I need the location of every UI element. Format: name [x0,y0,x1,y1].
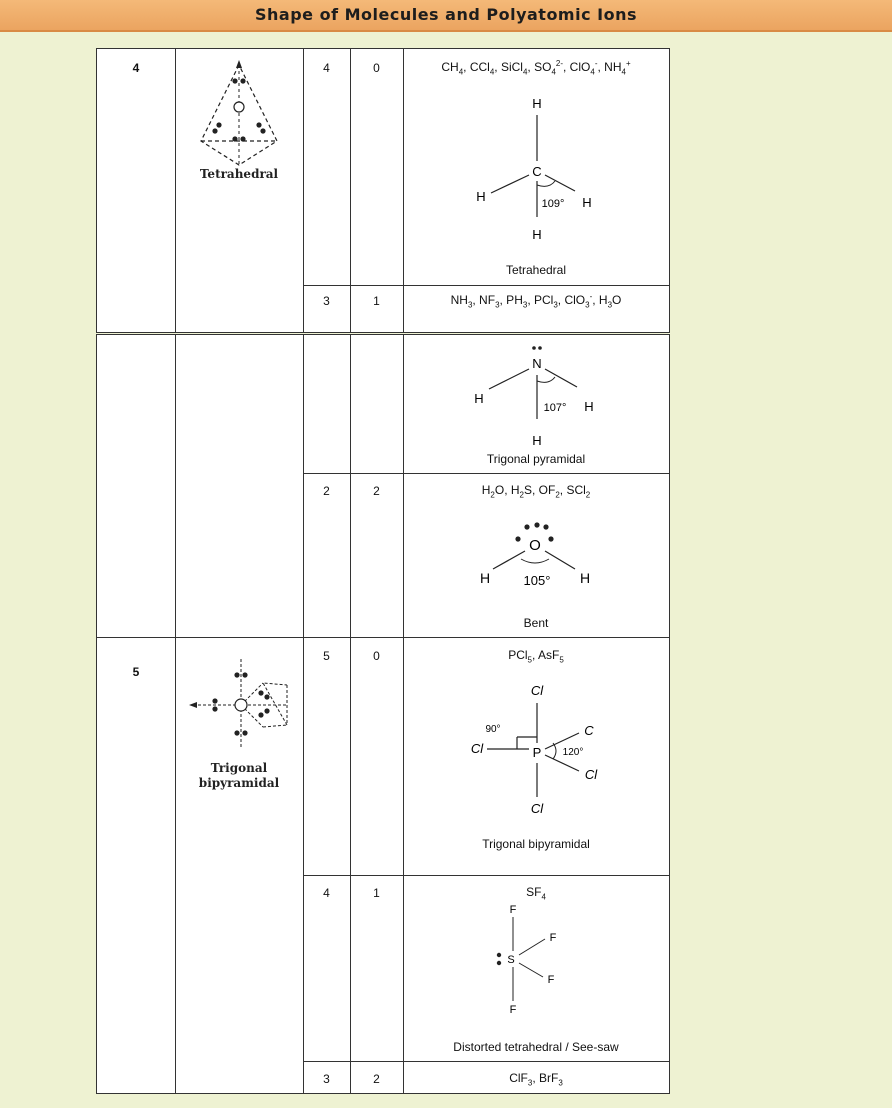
molecule-shape-label: Distorted tetrahedral / See-saw [453,1040,619,1054]
electron-pairs-cell: 5 [132,665,140,679]
examples-cell: $SF_4$ [526,885,546,902]
center-atom-label: S [507,954,515,966]
bond-pairs-cell: 3 [323,294,330,308]
table-bottom [96,334,670,1094]
examples-cell: $CH_4$, CCl$_4$, SiCl$_4$, $SO_4^{2-}$, ClO$_4$-, $NH_4^+$ [441,59,631,77]
lone-pairs-cell: 0 [373,61,380,75]
atom-label: F [509,904,517,916]
pcl5-structure-diagram [461,679,621,819]
examples-cell: ClF$_3$, BrF$_3$ [509,1071,563,1088]
sf4-structure-diagram [487,901,607,1021]
atom-label: F [547,974,555,986]
atom-label: H [474,391,484,406]
center-atom-label: O [529,537,541,554]
atom-label: H [476,189,486,204]
bent-structure-diagram [463,517,613,597]
center-atom-label: P [532,745,542,760]
center-atom-label: N [532,356,542,371]
examples-cell: $H_2O$, $H_2S$, $OF_2$, SCl$_2$ [481,483,591,500]
table-top [96,48,670,333]
trigonal-bipyramidal-geometry-diagram [175,653,303,773]
molecule-shape-label: Trigonal bipyramidal [482,837,590,851]
atom-label: H [532,433,542,448]
lone-pairs-cell: 1 [373,886,380,900]
geometry-label: Trigonal bipyramidal [198,761,280,790]
geometry-label: Tetrahedral [199,167,279,181]
lone-pairs-cell: 0 [373,649,380,663]
lone-pairs-cell: 2 [373,484,380,498]
page-title: Shape of Molecules and Polyatomic Ions [0,0,892,32]
atom-label: H [584,399,594,414]
atom-label: C [584,723,594,738]
examples-cell: $NH_3$, $NF_3$, $PH_3$, PCl$_3$, ClO$_3$-, $H_3O$ [450,292,622,310]
atom-label: H [532,227,542,242]
bond-angle-label: 107° [543,402,567,414]
bond-pairs-cell: 4 [323,886,330,900]
atom-label: F [509,1004,517,1016]
atom-label: H [582,195,592,210]
lone-pairs-cell: 1 [373,294,380,308]
trigonal-pyramidal-structure-diagram [463,343,613,453]
tetrahedral-structure-diagram [463,93,613,253]
molecule-shape-label: Trigonal pyramidal [486,452,586,466]
atom-label: Cl [584,767,598,782]
bond-angle-label: 109° [541,198,565,210]
bond-angle-label: 90° [485,724,501,735]
atom-label: Cl [530,801,544,816]
bond-pairs-cell: 2 [323,484,330,498]
tetrahedral-geometry-diagram [175,57,303,177]
atom-label: H [479,570,491,586]
atom-label: F [549,932,557,944]
bond-angle-label: 120° [562,747,584,758]
bond-pairs-cell: 3 [323,1072,330,1086]
lone-pairs-cell: 2 [373,1072,380,1086]
electron-pairs-cell: 4 [132,61,140,75]
atom-label: Cl [530,683,544,698]
atom-label: H [579,570,591,586]
center-atom-label: C [532,164,542,179]
bond-angle-label: 105° [523,573,551,588]
examples-cell: PCl$_5$, AsF$_5$ [508,648,564,665]
molecule-shape-label: Tetrahedral [505,263,567,277]
bond-pairs-cell: 4 [323,61,330,75]
molecule-shape-label: Bent [523,616,549,630]
atom-label: Cl [470,741,484,756]
atom-label: H [532,96,542,111]
bond-pairs-cell: 5 [323,649,330,663]
